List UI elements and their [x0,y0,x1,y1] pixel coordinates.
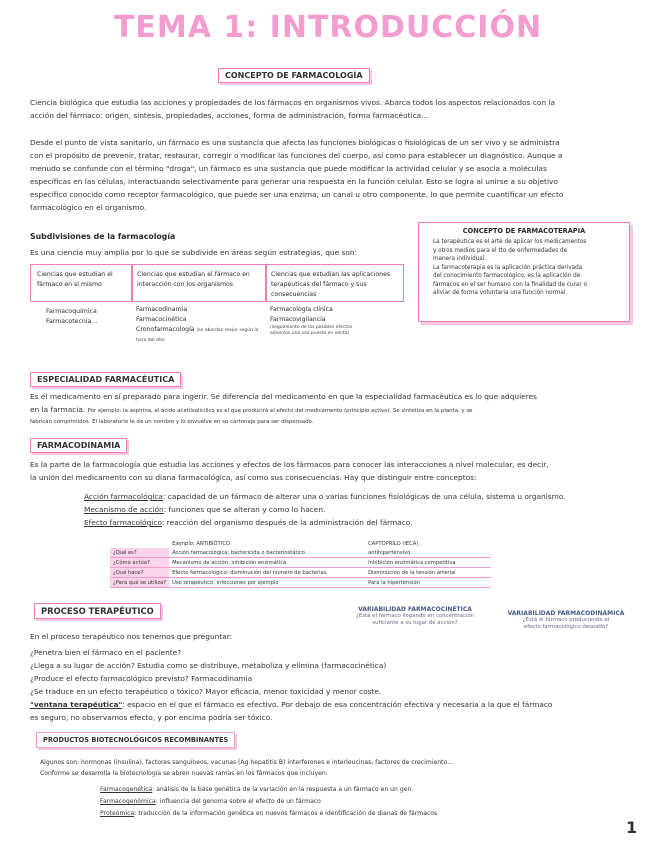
farmacologia-paragraph-1: Ciencia biológica que estudia las acciones y propiedades de los fármacos en organismos vivos. Abarca todos los aspectos relacionados con la acción del fármaco: origen, síntesis, propiedades, acciones, forma de administración, forma farmacéutica... [30,98,556,120]
table-row: ¿Qué es? Acción farmacológica: bactericida o bacteriostático antihipertensivo [110,548,491,558]
table-row: ¿Qué hace? Efecto farmacológico: disminución del número de bacterias Disminución de la tensión arterial [110,568,491,578]
subdivision-col1-head: Ciencias que estudian el fármaco en sí mismo [37,271,113,288]
section-heading-proceso: PROCESO TERAPÉUTICO [34,603,161,619]
subdivision-col1-list: Farmacoquímica Farmacotecnia... [46,308,98,325]
table-header-row [110,539,491,548]
list-item: Proteómica: traducción de la información genética en nuevos fármacos e identificación de dianas de fármacos [100,810,438,817]
variabilidad-farmacodinamica: VARIABILIDAD FARMACODINÁMICA ¿Está el fármaco produciendo el efecto farmacológico deseado? [507,610,625,630]
biotec-intro: Algunos son: hormonas (insulina), factores sanguíneos, vacunas (Ag hepatitis B) interferones e interleucinas, factores de crecimiento... Conforme se desarrolla la biotecnología se abren nuevas ramas en los fármacos que incluyen: [40,759,453,777]
list-item: Farmacogenética: análisis de la base genética de la variación en la respuesta a un fármaco en un gen. [100,786,414,793]
biotec-list [100,784,437,820]
section-heading-farmacologia: CONCEPTO DE FARMACOLOGÍA [218,68,370,83]
section-heading-farmacodinamia: FARMACODINAMIA [30,438,127,453]
subdivision-col2-head: Ciencias que estudian el fármaco en interacción con los organismos [137,271,250,288]
subdivision-col2-list: Farmacodinamia Farmacocinética Cronofarmacología (se abordan mejor según la hora del día) [136,306,259,343]
section-heading-biotec: PRODUCTOS BIOTECNOLÓGICOS RECOMBINANTES [36,732,235,748]
farmacoterapia-heading: CONCEPTO DE FARMACOTERAPIA [462,227,586,235]
definition-mecanismo: Mecanismo de acción: funciones que se alteran y como lo hacen. [84,505,326,514]
table-head-captoprilo: CAPTOPRILO (IECA) [368,540,419,547]
proceso-text: En el proceso terapéutico nos tenemos que preguntar: ¿Penetra bien el fármaco en el paciente? ¿Llega a su lugar de acción? Estudia como se distribuye, metaboliza y elimina (farmacocinética) ¿Produce el efecto farmacológico previsto? Farmacodinamia ¿Se traduce en un efecto terapéutico o tóxico? Mayor eficacia, menor toxicidad y menor coste. "ventana terapéutica": espacio en el que el fármaco es efectivo. Por debajo de esa concentración efectiva y necesaria a la que el fármaco es seguro, no observamos efecto, y por encima podría ser tóxico. [30,632,553,722]
divider [265,265,267,301]
definition-accion: Acción farmacológica: capacidad de un fármaco de alterar una o varias funciones fisiológicas de una célula, sistema u organismo. [84,492,566,501]
definition-efecto: Efecto farmacológico: reacción del organismo después de la administración del fármaco. [84,518,413,527]
antibiotico-captoprilo-table [110,539,491,588]
subdivisiones-heading: Subdivisiones de la farmacología [30,232,176,241]
table-head-antibiotico: Ejemplo: ANTIBIÓTICO [172,540,231,547]
especialidad-paragraph: Es el medicamento en sí preparado para ingerir. Se diferencia del medicamento en que la especialidad farmacéutica es lo que adquieres en la farmacia. Por ejemplo: la aspirina, el ácido acetilsalicílico es el que producirá el efecto del medicamento (principio activo). Se sintetiza en la planta, y se fabrican comprimidos. El laboratorio le da un nombre y lo envuelve en su cartonaje para ser dispensado. [30,392,537,425]
subdivisiones-intro: Es una ciencia muy amplia por lo que se subdivide en áreas según estrategias, que son: [30,248,358,257]
farmacodinamia-definitions [84,490,644,529]
page-number: 1 [626,818,638,837]
page-title: TEMA 1: INTRODUCCIÓN [113,10,543,45]
subdivision-col3-head: Ciencias que estudian las aplicaciones terapéuticas del fármaco y sus consecuencias [271,271,391,298]
table-row: ¿Cómo actúa? Mecanismo de acción: inhibición enzimática Inhibición enzimática competitiva [110,558,491,568]
subdivision-col3-list: Farmacología clínica Farmacovigilancia (seguimiento de los posibles efectos adversos una vez puesto en venta) [270,306,353,336]
farmacoterapia-text: La terapéutica es el arte de aplicar los medicamentos y otros medios para el tto de enfermedades de manera individual. La farmacoterapia es la aplicación práctica derivada del conocimiento farmacológico, es la aplicación de fármacos en el ser humano con la finalidad de curar o aliviar de forma voluntaria una función normal. [433,239,588,296]
farmacoterapia-box [418,222,630,322]
list-item: Farmacogenómica: influencia del genoma sobre el efecto de un fármaco [100,798,321,805]
divider [131,265,133,301]
farmacodinamia-paragraph: Es la parte de la farmacología que estudia las acciones y efectos de los fármacos para conocer las interacciones a nivel molecular, es decir, la unión del medicamento con su diana farmacológica, así como sus consecuencias. Hay que distinguir entre conceptos: [30,460,549,482]
table-row: ¿Para qué se utiliza? Uso terapéutico: infecciones por ejemplo Para la hipertensión [110,578,491,588]
variabilidad-farmacocinetica: VARIABILIDAD FARMACOCINÉTICA ¿Está el fármaco llegando en concentración suficiente a su lugar de acción? [355,606,475,626]
farmacologia-paragraph-2: Desde el punto de vista sanitario, un fármaco es una sustancia que afecta las funciones biológicas o fisiológicas de un ser vivo y se administra con el propósito de prevenir, tratar, restaurar, corregir o modificar las funciones del cuerpo, así como para establecer un diagnóstico. Aunque a menudo se confunde con el término "droga", un fármaco es una sustancia que puede modificar la actividad celular y se asocia a moléculas específicas en las células, interactuando selectivamente para generar una respuesta en la función celular. Esto se logra al unirse a su objetivo específico conocido como receptor farmacológico, que puede ser una enzima, un canal u otro componente, lo que permite cuantificar un efecto farmacológico en el organismo. [30,138,564,212]
section-heading-especialidad: ESPECIALIDAD FARMACÉUTICA [30,372,181,387]
subdivisiones-table-header [30,264,404,302]
